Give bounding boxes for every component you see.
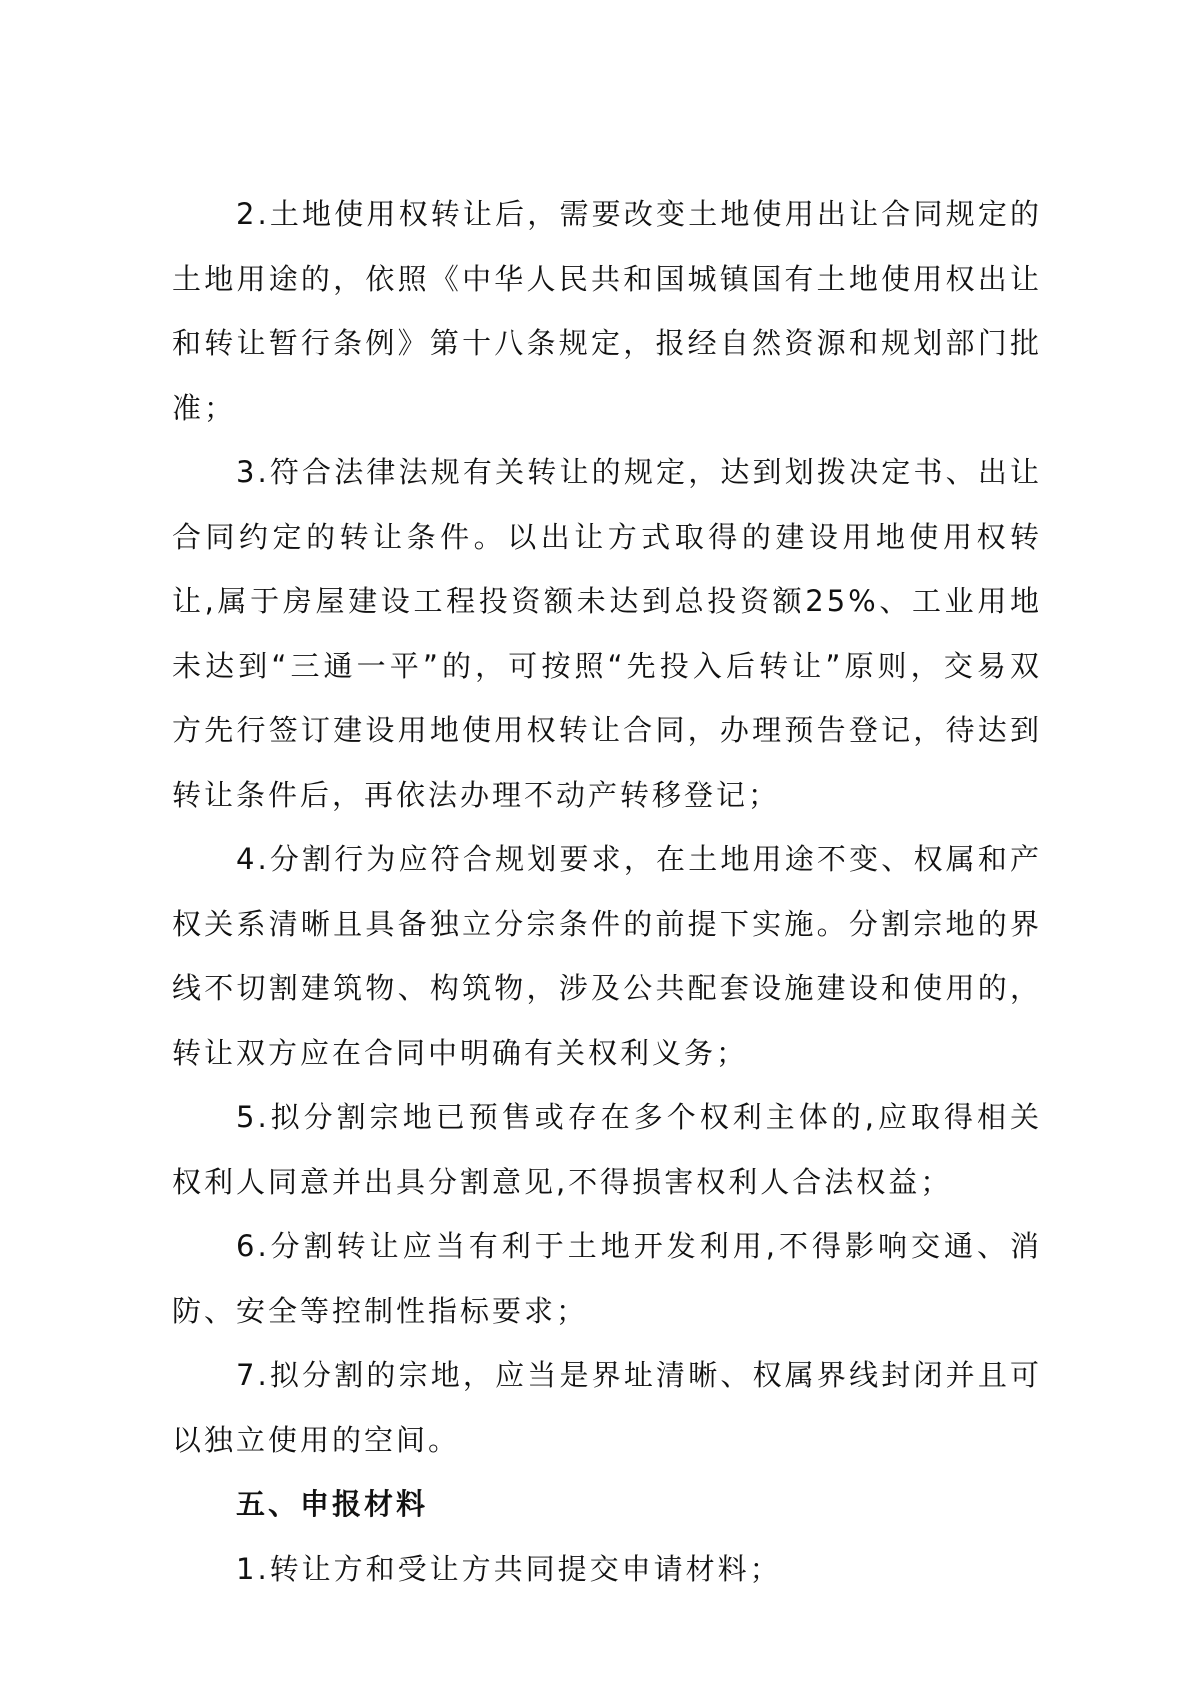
paragraph-6: 6.分割转让应当有利于土地开发利用,不得影响交通、消防、安全等控制性指标要求； [172, 1229, 1042, 1328]
section-heading: 五、申报材料 [236, 1487, 429, 1521]
paragraph-3: 3.符合法律法规有关转让的规定，达到划拨决定书、出让合同约定的转让条件。以出让方式取得的建设用地使用权转让,属于房屋建设工程投资额未达到总投资额25%、工业用地未达到“三通一平”的，可按照“先投入后转让”原则，交易双方先行签订建设用地使用权转让合同，办理预告登记，待达到转让条件后，再依法办理不动产转移登记； [172, 455, 1042, 812]
paragraph-5: 5.拟分割宗地已预售或存在多个权利主体的,应取得相关权利人同意并出具分割意见,不得损害权利人合法权益； [172, 1100, 1042, 1199]
material-item-1: 1.转让方和受让方共同提交申请材料； [236, 1551, 782, 1586]
paragraph-4: 4.分割行为应符合规划要求，在土地用途不变、权属和产权关系清晰且具备独立分宗条件的前提下实施。分割宗地的界线不切割建筑物、构筑物，涉及公共配套设施建设和使用的，转让双方应在合同中明确有关权利义务； [172, 842, 1042, 1070]
paragraph-2: 2.土地使用权转让后，需要改变土地使用出让合同规定的土地用途的，依照《中华人民共和国城镇国有土地使用权出让和转让暂行条例》第十八条规定，报经自然资源和规划部门批准； [172, 197, 1042, 425]
document-body [172, 182, 1042, 1601]
paragraph-7: 7.拟分割的宗地，应当是界址清晰、权属界线封闭并且可以独立使用的空间。 [172, 1358, 1042, 1457]
